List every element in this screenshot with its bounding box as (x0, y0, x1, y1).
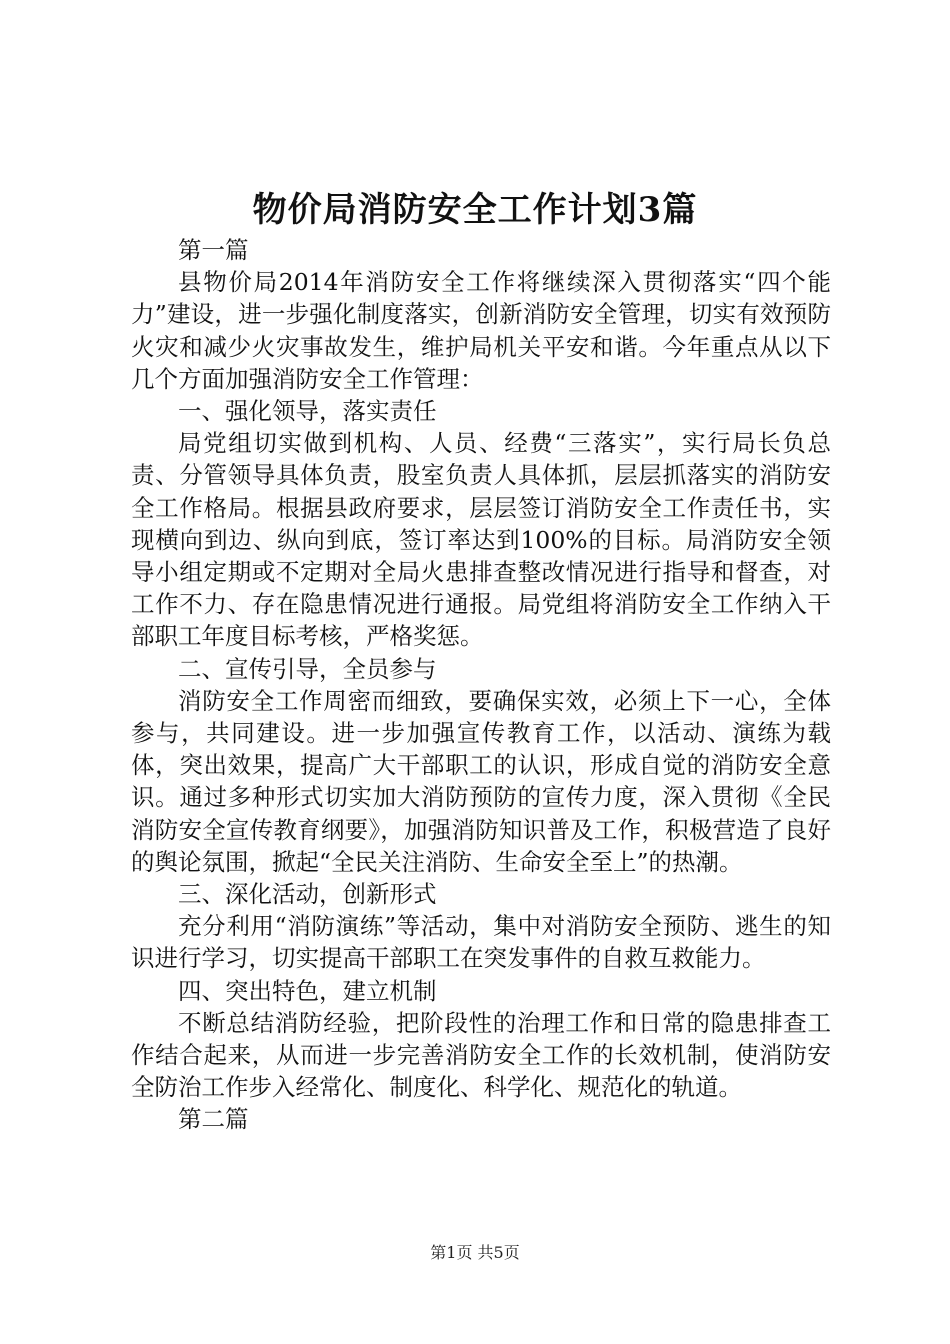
intro-paragraph: 县物价局2014年消防安全工作将继续深入贯彻落实“四个能力”建设，进一步强化制度落实，创新消防安全管理，切实有效预防火灾和减少火灾事故发生，维护局机关平安和谐。今年重点从以下几个方面加强消防安全工作管理： (131, 268, 831, 393)
body-paragraph-2: 消防安全工作周密而细致，要确保实效，必须上下一心，全体参与，共同建设。进一步加强宣传教育工作，以活动、演练为载体，突出效果，提高广大干部职工的认识，形成自觉的消防安全意识。通过多种形式切实加大消防预防的宣传力度，深入贯彻《全民消防安全宣传教育纲要》，加强消防知识普及工作，积极营造了良好的舆论氛围，掀起“全民关注消防、生命安全至上”的热潮。 (131, 686, 831, 876)
document-body (131, 234, 831, 1136)
section-heading-1: 一、强化领导，落实责任 (178, 397, 437, 426)
section-heading-part-one: 第一篇 (178, 236, 249, 264)
section-heading-2: 二、宣传引导，全员参与 (178, 654, 437, 683)
body-paragraph-3: 充分利用“消防演练”等活动，集中对消防安全预防、逃生的知识进行学习，切实提高干部职工在突发事件的自救互救能力。 (131, 912, 831, 973)
page-footer: 第1页 共5页 (430, 1243, 520, 1262)
body-paragraph-4: 不断总结消防经验，把阶段性的治理工作和日常的隐患排查工作结合起来，从而进一步完善消防安全工作的长效机制，使消防安全防治工作步入经常化、制度化、科学化、规范化的轨道。 (131, 1008, 831, 1102)
body-paragraph-1: 局党组切实做到机构、人员、经费“三落实”，实行局长负总责、分管领导具体负责，股室负责人具体抓，层层抓落实的消防安全工作格局。根据县政府要求，层层签订消防安全工作责任书，实现横向到边、纵向到底，签订率达到100%的目标。局消防安全领导小组定期或不定期对全局火患排查整改情况进行指导和督查，对工作不力、存在隐患情况进行通报。局党组将消防安全工作纳入干部职工年度目标考核，严格奖惩。 (131, 429, 831, 651)
section-heading-4: 四、突出特色，建立机制 (178, 976, 437, 1005)
section-heading-3: 三、深化活动，创新形式 (178, 880, 437, 909)
document-title: 物价局消防安全工作计划3篇 (252, 190, 698, 230)
section-heading-part-two: 第二篇 (178, 1105, 249, 1134)
